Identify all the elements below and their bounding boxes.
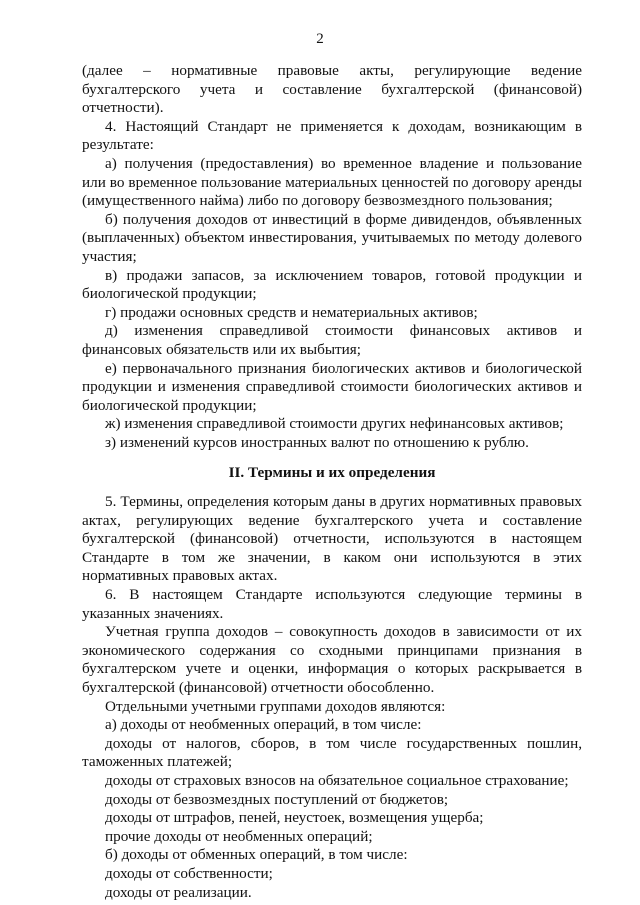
paragraph-item-4g: г) продажи основных средств и нематериальных активов; (105, 303, 478, 321)
page-number: 2 (316, 31, 324, 47)
paragraph-item-4v: в) продажи запасов, за исключением товаров, готовой продукции и биологической продукции; (82, 266, 582, 303)
list-item-sales: доходы от реализации. (105, 883, 252, 901)
list-item-other-nonexchange: прочие доходы от необменных операций; (105, 827, 373, 845)
paragraph-item-4zh: ж) изменения справедливой стоимости других нефинансовых активов; (105, 415, 564, 433)
paragraph-definition: Учетная группа доходов – совокупность доходов в зависимости от их экономического содержания со сходными принципами признания в бухгалтерском учете и оценки, информация о которых раскрывается в бухгалтерской (финансовой) отчетности обособленно. (82, 623, 582, 696)
paragraph-groups-intro: Отдельными учетными группами доходов являются: (105, 697, 446, 715)
list-item-budget-transfers: доходы от безвозмездных поступлений от бюджетов; (105, 790, 449, 808)
paragraph-item-4d: д) изменения справедливой стоимости финансовых активов и финансовых обязательств или их выбытия; (82, 322, 582, 358)
list-item-b: б) доходы от обменных операций, в том числе: (105, 846, 408, 864)
paragraph-item-4e: е) первоначального признания биологических активов и биологической продукции и изменения справедливой стоимости биологических активов и биологической продукции; (82, 359, 582, 414)
list-item-property: доходы от собственности; (105, 864, 273, 882)
list-item-fines: доходы от штрафов, пеней, неустоек, возмещения ущерба; (105, 809, 484, 827)
document-body (82, 62, 582, 902)
list-item-insurance: доходы от страховых взносов на обязательное социальное страхование; (105, 771, 569, 789)
paragraph-item-4a: а) получения (предоставления) во временное владение и пользование или во временное пользование материальных ценностей по договору аренды (имущественного найма) либо по договору безвозмездного пользования; (82, 154, 582, 210)
paragraph-continuation: (далее – нормативные правовые акты, регулирующие ведение бухгалтерского учета и составление бухгалтерской (финансовой) отчетности). (82, 62, 582, 117)
list-item-taxes: доходы от налогов, сборов, в том числе государственных пошлин, таможенных платежей; (82, 734, 582, 771)
paragraph-item-4b: б) получения доходов от инвестиций в форме дивидендов, объявленных (выплаченных) объектом инвестирования, учитываемых по методу долевого участия; (82, 210, 582, 265)
list-item-a: а) доходы от необменных операций, в том числе: (105, 716, 422, 734)
paragraph-item-6: 6. В настоящем Стандарте используются следующие термины в указанных значениях. (82, 586, 582, 622)
paragraph-item-4z: з) изменений курсов иностранных валют по отношению к рублю. (105, 433, 529, 451)
section-heading: II. Термины и их определения (228, 464, 436, 482)
paragraph-item-4: 4. Настоящий Стандарт не применяется к доходам, возникающим в результате: (82, 117, 582, 154)
paragraph-item-5: 5. Термины, определения которым даны в других нормативных правовых актах, регулирующих ведение бухгалтерского учета и составление бухгалтерской (финансовой) отчетности, используются в настоящем Стандарте в том же значении, в каком они используются в этих нормативных правовых актах. (82, 493, 582, 585)
